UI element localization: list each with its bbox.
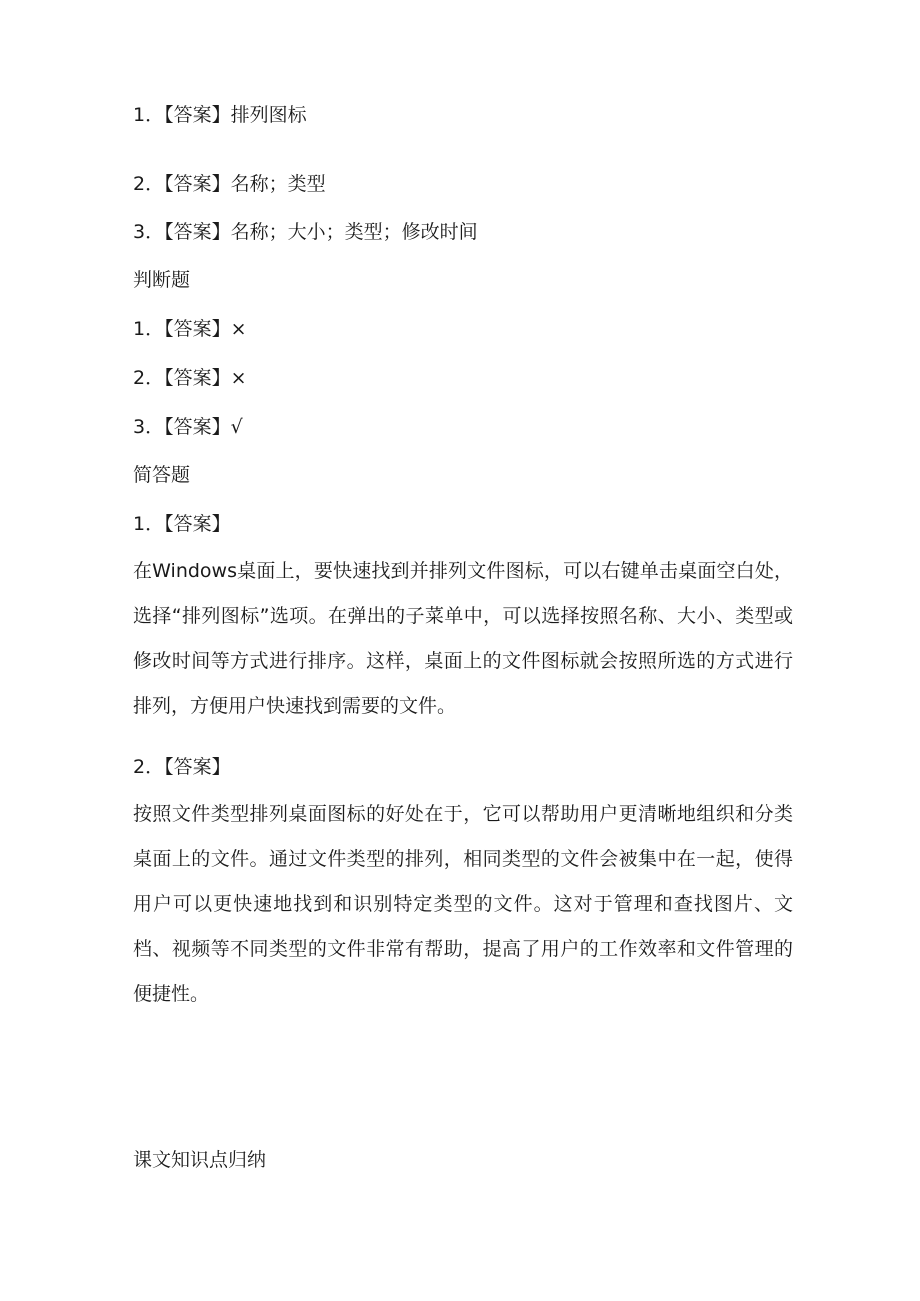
item-text: ．【答案】×: [145, 367, 247, 389]
item-text: ．【答案】名称；类型: [145, 173, 326, 195]
item-number: 2: [133, 173, 146, 195]
item-number: 3: [133, 221, 146, 243]
item-text: ．【答案】√: [145, 416, 243, 438]
true-false-answer-3: [133, 415, 243, 439]
item-number: 1: [133, 513, 146, 535]
fill-blank-answer-3: [133, 220, 478, 244]
short-answer-heading: 简答题: [133, 464, 191, 486]
true-false-answer-2: [133, 366, 247, 390]
fill-blank-answer-1: [133, 103, 307, 127]
item-text: ．【答案】排列图标: [145, 104, 307, 126]
item-number: 2: [133, 367, 146, 389]
true-false-answer-1: [133, 317, 247, 341]
item-number: 3: [133, 416, 146, 438]
item-label: ．【答案】: [145, 513, 231, 535]
short-answer-paragraph-2: 按照文件类型排列桌面图标的好处在于，它可以帮助用户更清晰地组织和分类桌面上的文件。通过文件类型的排列，相同类型的文件会被集中在一起，使得用户可以更快速地找到和识别特定类型的文件。这对于管理和查找图片、文档、视频等不同类型的文件非常有帮助，提高了用户的工作效率和文件管理的便捷性。: [133, 803, 793, 1005]
item-text: ．【答案】×: [145, 318, 247, 340]
item-number: 1: [133, 104, 146, 126]
short-answer-label-1: [133, 512, 231, 536]
item-number: 1: [133, 318, 146, 340]
short-answer-paragraph-1: 在Windows桌面上，要快速找到并排列文件图标，可以右键单击桌面空白处，选择“排列图标”选项。在弹出的子菜单中，可以选择按照名称、大小、类型或修改时间等方式进行排序。这样，桌面上的文件图标就会按照所选的方式进行排列，方便用户快速找到需要的文件。: [133, 560, 793, 717]
short-answer-label-2: [133, 755, 231, 779]
true-false-heading: 判断题: [133, 269, 191, 291]
item-text: ．【答案】名称；大小；类型；修改时间: [145, 221, 478, 243]
fill-blank-answer-2: [133, 172, 326, 196]
item-label: ．【答案】: [145, 756, 231, 778]
next-section-heading: 课文知识点归纳: [133, 1149, 267, 1171]
item-number: 2: [133, 756, 146, 778]
